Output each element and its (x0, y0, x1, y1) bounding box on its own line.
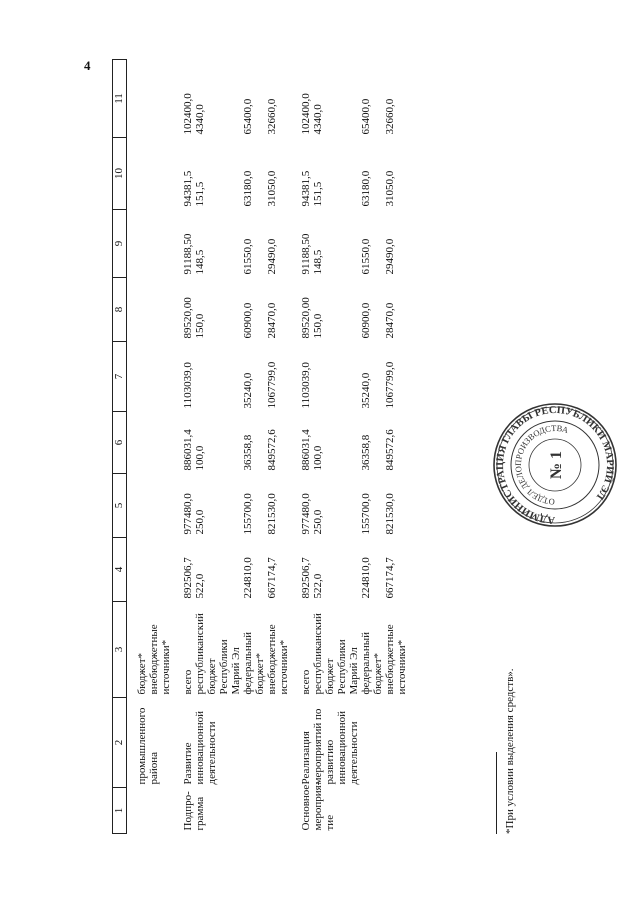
row-name: промышленного района (136, 707, 160, 785)
row-name: Реализация мероприятий по развитию инновационной деятельности (300, 708, 360, 785)
row-type: Основное мероприя- тие (300, 781, 336, 831)
value-cell: 102400,0 4340,0 65400,0 32660,0 (300, 93, 396, 135)
value-cell: 886031,4 100,0 36358,8 849572,6 (182, 429, 278, 471)
stamp-inner-text: ОТДЕЛ ДЕЛОПРОИЗВОДСТВА (512, 422, 570, 508)
value-cell (135, 538, 173, 602)
footnote: *При условии выделения средств». (504, 668, 516, 834)
row-sources: всего республиканский бюджет Республики Марий Эл федеральный бюджет* внебюджетные источники* (182, 613, 290, 695)
value-cell: 977480,0 250,0 155700,0 821530,0 (182, 493, 278, 535)
stamp-number: № 1 (548, 450, 565, 480)
value-cell: 102400,0 4340,0 65400,0 32660,0 (182, 93, 278, 135)
page-number: 4 (84, 58, 91, 73)
row-sources: всего республиканский бюджет Республики Марий Эл федеральный бюджет* внебюджетные источники* (300, 613, 408, 695)
stamp-seal-icon (492, 402, 618, 528)
value-cell: 1103039,0 35240,0 1067799,0 (300, 361, 396, 409)
header-cell: 8 (113, 278, 127, 342)
table-row (181, 60, 291, 834)
value-cell: 892506,7 522,0 224810,0 667174,7 (300, 557, 396, 599)
stamp-outer-text: АДМИНИСТРАЦИЯ ГЛАВЫ РЕСПУБЛИКИ МАРИЙ ЭЛ (494, 404, 616, 526)
value-cell: 977480,0 250,0 155700,0 821530,0 (300, 493, 396, 535)
official-stamp (492, 402, 618, 528)
value-cell: 94381,5 151,5 63180,0 31050,0 (300, 170, 396, 207)
header-cell: 7 (113, 342, 127, 412)
row-sources: бюджет* внебюджетные источники* (136, 624, 172, 695)
value-cell (135, 412, 173, 474)
value-cell: 1103039,0 35240,0 1067799,0 (182, 361, 278, 409)
table-row (135, 60, 173, 834)
value-cell (135, 138, 173, 210)
value-cell (135, 278, 173, 342)
value-cell (135, 210, 173, 278)
header-cell: 11 (113, 60, 127, 138)
row-name: Развитие инновационной деятельности (182, 710, 218, 785)
value-cell: 892506,7 522,0 224810,0 667174,7 (182, 557, 278, 599)
value-cell (135, 342, 173, 412)
value-cell: 94381,5 151,5 63180,0 31050,0 (182, 170, 278, 207)
value-cell: 91188,50 148,5 61550,0 29490,0 (182, 233, 278, 275)
header-cell: 3 (113, 602, 127, 698)
value-cell: 886031,4 100,0 36358,8 849572,6 (300, 429, 396, 471)
table-row (299, 60, 409, 834)
header-cell: 10 (113, 138, 127, 210)
header-cell: 5 (113, 474, 127, 538)
value-cell (135, 474, 173, 538)
header-cell: 4 (113, 538, 127, 602)
value-cell: 89520,00 150,0 60900,0 28470,0 (182, 297, 278, 339)
value-cell: 91188,50 148,5 61550,0 29490,0 (300, 233, 396, 275)
value-cell: 89520,00 150,0 60900,0 28470,0 (300, 297, 396, 339)
budget-table (112, 59, 409, 834)
header-cell: 1 (113, 788, 127, 834)
header-cell: 6 (113, 412, 127, 474)
header-cell: 9 (113, 210, 127, 278)
row-type (135, 788, 173, 834)
value-cell (135, 60, 173, 138)
header-row (113, 60, 127, 834)
footnote-divider (496, 752, 497, 834)
row-type: Подпро- грамма (182, 791, 206, 831)
header-cell: 2 (113, 698, 127, 788)
